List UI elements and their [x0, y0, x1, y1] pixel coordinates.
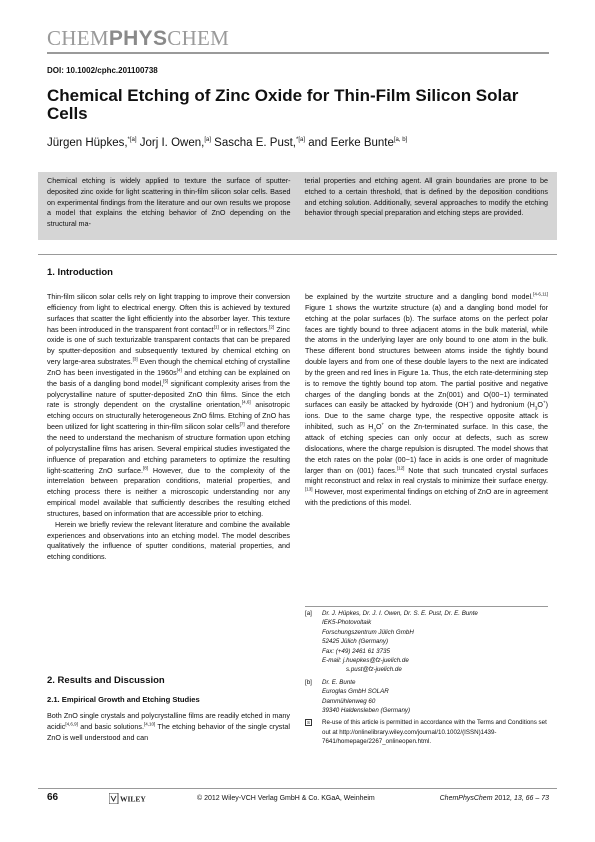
wiley-logo-icon	[109, 793, 149, 804]
author-affiliation: [a, b]	[393, 137, 408, 143]
citation[interactable]: [13]	[305, 486, 313, 492]
page-footer	[47, 792, 549, 808]
citation[interactable]: [12]	[396, 465, 405, 471]
journal-citation: ChemPhysChem 2012, 13, 66 – 73	[439, 795, 549, 802]
author-affiliation: *[a]	[127, 137, 137, 143]
reuse-note	[305, 718, 548, 746]
subsection-heading: 2.1. Empirical Growth and Etching Studies	[47, 695, 200, 704]
paragraph: Thin-film silicon solar cells rely on light trapping to improve their conversion efficiency from light to electrical energy. Often this is achieved by textured surfaces that scatter the light efficiently into the absorber layer. This texture has been introduced in the transparent front contact[1] or in reflectors.[2] Zinc oxide is one of such texturizable transparent contacts that can be prepared by sputter-deposition and subsequently textured by chemical etching on very large-area substrates.[3] Even though the chemical etching of crystalline ZnO has been investigated in the 1960s[4] and etching can be explained on the basis of a dangling bond model,[5] significant complexity arises from the polycrystalline nature of sputter-deposited ZnO thin films. Since the etch rate is strongly dependent on the crystalline orientation,[4,6] anisotropic etching occurs on structurally heterogeneous ZnO films. Etching of ZnO has been utilized for light scattering in thin-film silicon solar cells[7] and therefore the need to understand the mechanism of structure formation upon etching of polycrystalline films has arisen. Several empirical studies investigated the influence of preparation and etching parameters to optimize the resulting light-scattering ZnO surface.[8] However, due to the complexity of the interrelation between preparation conditions, material properties, and etching process there is neither a microscopic understanding nor any empirical model available that sufficiently describes the resulting etched structures, based on information that are accessible prior to etching.	[47, 292, 291, 518]
supporting-info-icon: S	[306, 720, 310, 726]
abstract-box	[38, 172, 557, 240]
left-column-results	[47, 711, 290, 744]
author-name: and Eerke Bunte	[305, 136, 394, 149]
paragraph: be explained by the wurtzite structure and a dangling bond model.[4-6,11] Figure 1 shows the wurtzite structure (a) and a dangling bond model for etching at the polar surfaces (b). The surface atoms on the perfect polar faces are tightly bound to three adjacent atoms in the bulk material, while the atoms in the underlying layer are only bound to one atom in the bulk. These different bond structures between atoms inside the tightly bound double layers and from one of these double layers to the next are indicated by the green and red lines in Figure 1a. Thus, the etch rate-determining step is to remove the tightly bound top atom. The partial positive and negative charges of the dangling bonds at the Zn(001) and O(00−1) terminated surfaces can easily be attacked by hydroxide (OH−) and hydronium $(H_3O^+)$ ions. Due to the same charge type, the respective opposite attack is inhibited, such as $H_3O^+$ on the Zn-terminated surface. In this case, the attack of etching species can only occur at defects, such as screw dislocations, where the charge repulsion is disrupted. The model shows that the etch rates on the polar (00−1) face in acids is one order of magnitude larger than on (001) faces.[12] Note that such truncated crystal surfaces might reconstruct and relax in real crystals to minimize their surface energy.[13] However, most experimental findings on etching of ZnO are in agreement with the predictions of this model.	[305, 291, 549, 508]
citation[interactable]: [4,10]	[143, 721, 156, 727]
left-column	[47, 292, 290, 563]
journal-logo: CHEMPHYSCHEM	[47, 26, 230, 50]
citation[interactable]: [7]	[239, 421, 245, 427]
citation[interactable]: [5]	[163, 378, 169, 384]
author-list	[47, 133, 407, 150]
page-number: 66	[47, 792, 59, 803]
section-heading-results: 2. Results and Discussion	[47, 675, 165, 686]
affiliation-a: [a] Dr. J. Hüpkes, Dr. J. I. Owen, Dr. S. E. Pust, Dr. E. Bunte IEK5-Photovoltaik Forschungszentrum Jülich GmbH 52425 Jülich (Germany) Fax: (+49) 2461 61 3735 E-mail: j.huepkes@fz-juelich.de s.pust@fz-juelich.de	[305, 609, 548, 675]
citation[interactable]: [4,6]	[241, 400, 251, 406]
article-title: Chemical Etching of Zinc Oxide for Thin-Film Silicon Solar Cells	[47, 86, 519, 123]
affiliation-divider	[305, 606, 548, 607]
abstract-column-1: Chemical etching is widely applied to texture the surface of sputter-deposited zinc oxide for light scattering in thin-film silicon solar cells. Based on experimental findings from the literature and our own results we propose a model that explains the etching behavior of ZnO depending on the structural ma-	[47, 176, 291, 229]
author-affiliation: [a]	[204, 137, 211, 143]
paragraph: Both ZnO single crystals and polycrystalline films are readily etched in many acidic[4,6,9] and basic solutions.[4,10] The etching behavior of the single crystal ZnO is well understood and can	[47, 711, 290, 742]
header-rule	[47, 52, 549, 54]
svg-text:WILEY: WILEY	[120, 794, 146, 804]
affiliations	[305, 609, 548, 747]
journal-header	[47, 26, 549, 54]
citation[interactable]: [4]	[176, 367, 182, 373]
citation[interactable]: [3]	[132, 356, 138, 362]
author-name: Jorj I. Owen,	[136, 136, 205, 149]
right-column	[305, 292, 548, 509]
citation[interactable]: [8]	[143, 465, 149, 471]
doi[interactable]: DOI: 10.1002/cphc.201100738	[47, 66, 158, 75]
author-name: Jürgen Hüpkes,	[47, 136, 128, 149]
citation[interactable]: [4-6,11]	[533, 291, 548, 297]
author-name: Sascha E. Pust,	[210, 136, 296, 149]
abstract-column-2: terial properties and etching agent. All grain boundaries are prone to be etched to a certain threshold, that is defined by the deposition conditions and etching solution. Additionally, several approaches to modify the etching behavior through special preparation and etching steps are provided.	[304, 176, 548, 218]
citation[interactable]: [4,6,9]	[65, 721, 78, 727]
divider	[38, 254, 557, 255]
citation[interactable]: [2]	[269, 324, 275, 330]
section-heading-introduction: 1. Introduction	[47, 267, 113, 278]
author-affiliation: *[a]	[296, 137, 306, 143]
footer-rule	[38, 788, 557, 789]
citation[interactable]: [1]	[213, 324, 219, 330]
email-link[interactable]: s.pust@fz-juelich.de	[346, 666, 402, 674]
copyright-notice: © 2012 Wiley-VCH Verlag GmbH & Co. KGaA, Weinheim	[197, 795, 375, 802]
affiliation-b: [b] Dr. E. Bunte Euroglas GmbH SOLAR Dammühlenweg 60 39340 Haldensleben (Germany)	[305, 678, 411, 715]
email-link[interactable]: E-mail: j.huepkes@fz-juelich.de	[322, 657, 409, 665]
paragraph: Herein we briefly review the relevant literature and combine the available experiences and observations into an etching model. The model describes qualitatively the influence of sputter conditions, material properties, and etching conditions.	[47, 519, 290, 562]
reuse-link[interactable]: Re-use of this article is permitted in accordance with the Terms and Conditions set out at http://onlinelibrary.wiley.com/journal/10.1002/(ISSN)1439-7641/homepage/2267_onlineopen.html.	[322, 719, 547, 746]
